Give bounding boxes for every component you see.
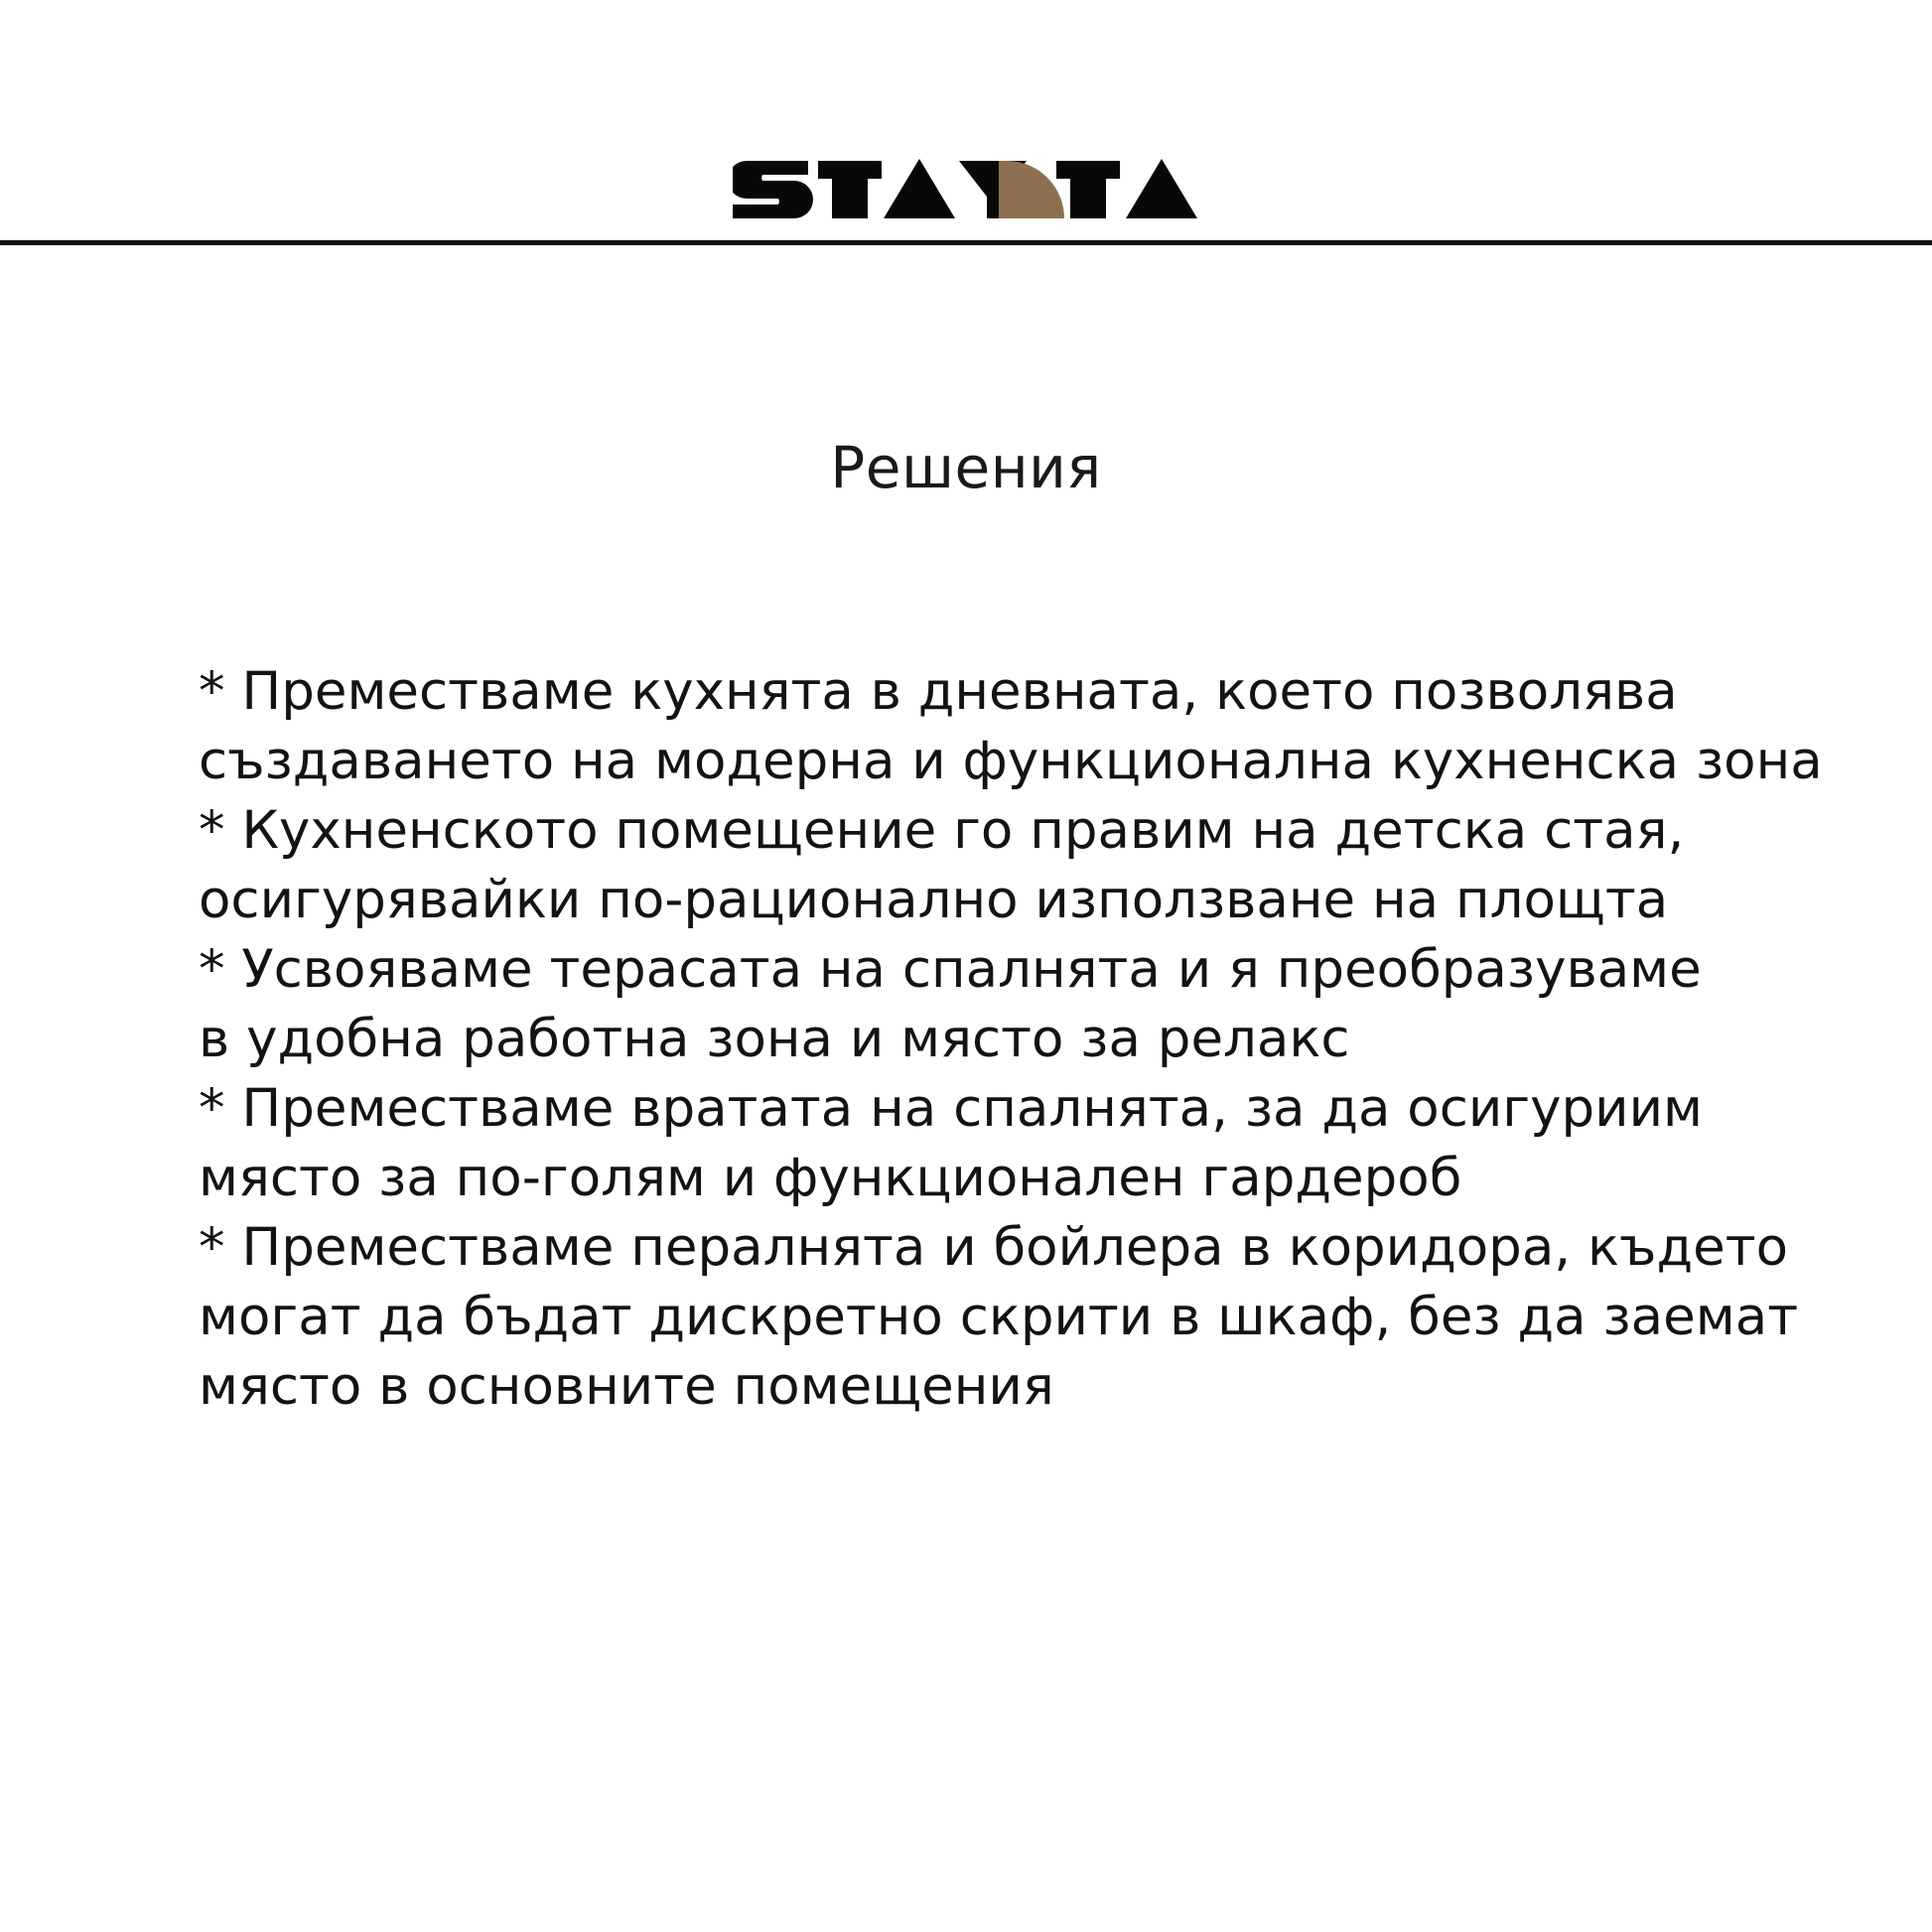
list-item: място за по-голям и функционален гардероб	[199, 1148, 1462, 1208]
solutions-list	[199, 657, 1823, 1422]
list-item: * Преместваме вратата на спалнята, за да осигуриим	[199, 1078, 1704, 1139]
logo-letter-t	[818, 161, 882, 218]
staydata-logo-mark	[733, 153, 1199, 218]
page-header	[0, 0, 1932, 244]
logo-letter-a-2	[1126, 159, 1197, 218]
header-divider	[0, 240, 1932, 245]
list-item: осигурявайки по-рационално използване на площта	[199, 870, 1669, 930]
list-item: в удобна работна зона и място за релакс	[199, 1009, 1350, 1069]
list-item: * Кухненското помещение го правим на детска стая,	[199, 800, 1685, 861]
page-title: Решения	[830, 433, 1102, 501]
list-item: създаването на модерна и функционална кухненска зона	[199, 731, 1823, 791]
logo-letter-a	[884, 159, 955, 218]
logo-letter-s	[733, 161, 813, 218]
logo-letter-d	[999, 161, 1064, 218]
list-item: могат да бъдат дискретно скрити в шкаф, без да заемат	[199, 1287, 1799, 1347]
list-item: * Преместваме кухнята в дневната, което позволява	[199, 661, 1678, 722]
brand-logo	[0, 149, 1932, 218]
staydata-logo-svg	[733, 153, 1199, 218]
list-item: * Преместваме пералнята и бойлера в коридора, където	[199, 1217, 1788, 1278]
logo-letter-t-2	[1056, 161, 1120, 218]
list-item: * Усвояваме терасата на спалнята и я преобразуваме	[199, 939, 1702, 1000]
list-item: място в основните помещения	[199, 1356, 1054, 1417]
